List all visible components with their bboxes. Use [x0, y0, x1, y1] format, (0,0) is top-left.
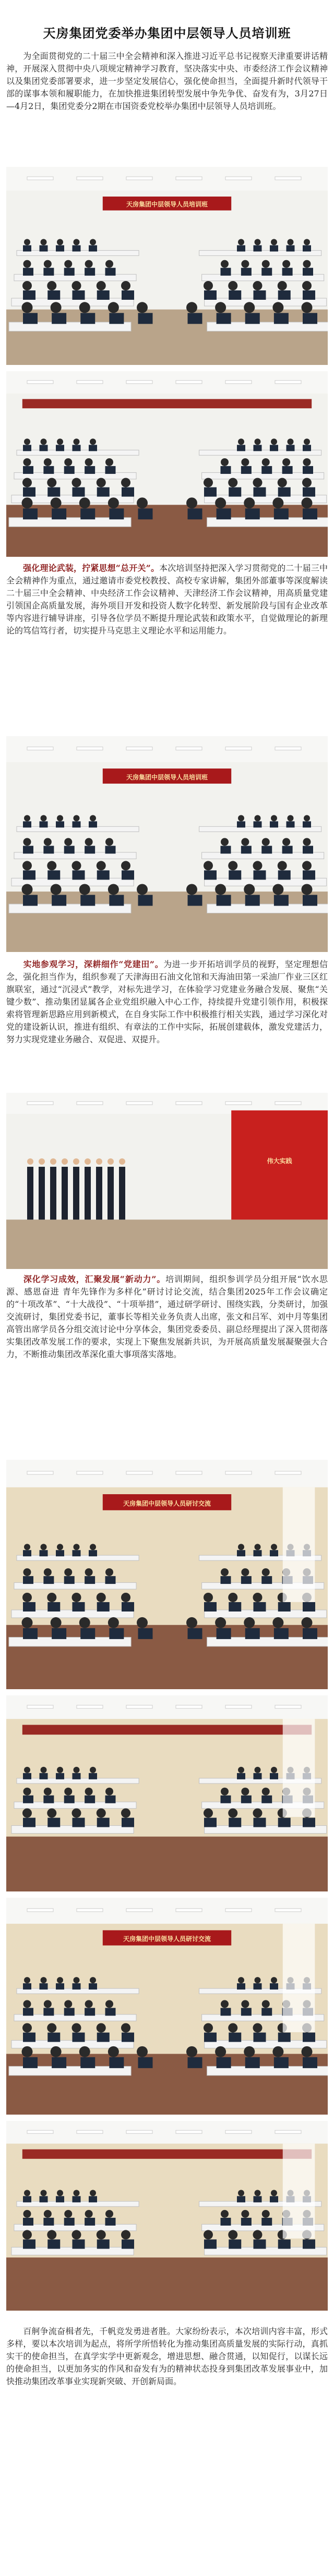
intro-paragraph	[6, 50, 328, 113]
photo-5	[6, 1460, 328, 1689]
photo-3	[6, 736, 328, 952]
photo-1	[6, 167, 328, 365]
closing-text: 百舸争流奋楫者先，千帆竞发勇进者胜。大家纷纷表示，本次培训内容丰富，形式多样，要以本次培训为起点，将所学所悟转化为推动集团高质量发展的实际行动，真抓实干的使命担当，在真学实学中更新观念，增进思想、融合贯通，以知促行，以谋长远的使命担当，以更加务实的作风和奋发有为的精神状态投身到集团改革发展事业中，加快推动集团改革事业实现新突破、开创新局面。	[6, 2326, 328, 2386]
photo-illustration	[6, 1093, 328, 1269]
section1-text: 本次培训坚持把深入学习贯彻党的二十届三中全会精神作为重点，通过邀请市委党校教授、高校专家讲解，集团外部董事等深度解读二十届三中全会精神、中央经济工作会议精神、天津经济工作会议精神，用高质量党建引领国企高质量发展，海外项目开发和投资人数字化转型、新发展阶段与国有企业改革等内容进行辅导讲座，引导各位学员不断提升理论武装和政策水平，自觉做理论的新理论的笃信笃行者，切实提升马克思主义理论水平和运用能力。	[6, 563, 328, 636]
exhibit-banner-text: 伟大实践	[267, 1157, 292, 1165]
section1-paragraph	[6, 562, 328, 637]
photo-illustration	[6, 1460, 328, 1689]
section2-lead: 实地参观学习，深耕细作“党建田”。	[23, 959, 164, 969]
photo-8	[6, 2121, 328, 2311]
photo-illustration	[6, 1695, 328, 1891]
section3-paragraph	[6, 1273, 328, 1361]
intro-text: 为全面贯彻党的二十届三中全会精神和深入推进习近平总书记视察天津重要讲话精神，开展深入贯彻中央八项规定精神学习教育，坚决落实中央、市委经济工作会议精神以及集团党委部署要求，进一步坚定发展信心，强化使命担当，全面提升新时代领导干部的谋事本领和履职能力，在加快推进集团转型发展中争先争优、奋发有为，3月27日—4月2日，集团党委分2期在市国资委党校举办集团中层领导人员培训班。	[6, 51, 328, 111]
photo-illustration	[6, 736, 328, 952]
photo-2	[6, 371, 328, 557]
closing-paragraph	[6, 2325, 328, 2388]
photo-7	[6, 1898, 328, 2115]
photo-illustration	[6, 2121, 328, 2311]
photo-illustration	[6, 167, 328, 365]
front-banner-text: 天房集团中层领导人员培训班	[126, 201, 208, 208]
front-banner-text: 天房集团中层领导人员培训班	[126, 773, 208, 781]
section2-paragraph	[6, 958, 328, 1046]
front-banner-text: 天房集团中层领导人员研讨交流	[123, 1500, 211, 1507]
photo-6	[6, 1695, 328, 1891]
photo-4	[6, 1093, 328, 1269]
photo-illustration	[6, 1898, 328, 2115]
section3-text: 培训期间，组织参训学员分组开展“饮水思源、感恩奋进 青年先锋作为多样化”研讨讨论交流，结合集团2025年工作会议确定的“十项改革”、“十大战役”、“十项举措”，通过研学研讨、围绕实践，分类研讨，加强交流研讨，集团党委书记，董事长等相关业务负责人出席，张文和吕军、刘中月等集团高管出席学员各分组交流讨论中分享体会，集团党委委员、副总经理提出了深入贯彻落实集团改革发展工作的要求，实现上下聚焦发展新共识，为开展高质量发展凝聚强大合力，不断推动集团改革深化重大事项落实落地。	[6, 1274, 328, 1359]
front-banner-text: 天房集团中层领导人员研讨交流	[123, 1935, 211, 1943]
section3-lead: 深化学习成效，汇聚发展“新动力”。	[23, 1274, 166, 1284]
photo-illustration	[6, 371, 328, 557]
article-title: 天房集团党委举办集团中层领导人员培训班	[43, 26, 291, 41]
section2-text: 为进一步开拓培训学员的视野，坚定理想信念，强化担当作为，组织参观了天津海田石油文化馆和天海油田第一采油厂作业三区红旗联室，通过“沉浸式”教学，对标先进学习，在体验学习党建业务融合发展、聚焦“关键少数”、推动集团显属各企业党组织融入中心工作，持续提升党建引领作用，积极探索将管理新思路应用到新模式，在自身实际工作中积极推行相关实践，通过学习深化对党的建设新认识，推进有组织、有章法的工作中实际，拓展创建载体，激发党建活力，努力实现党建业务融合、双促进、双提升。	[6, 959, 328, 1044]
section1-lead: 强化理论武装，拧紧思想“总开关”。	[23, 563, 160, 573]
